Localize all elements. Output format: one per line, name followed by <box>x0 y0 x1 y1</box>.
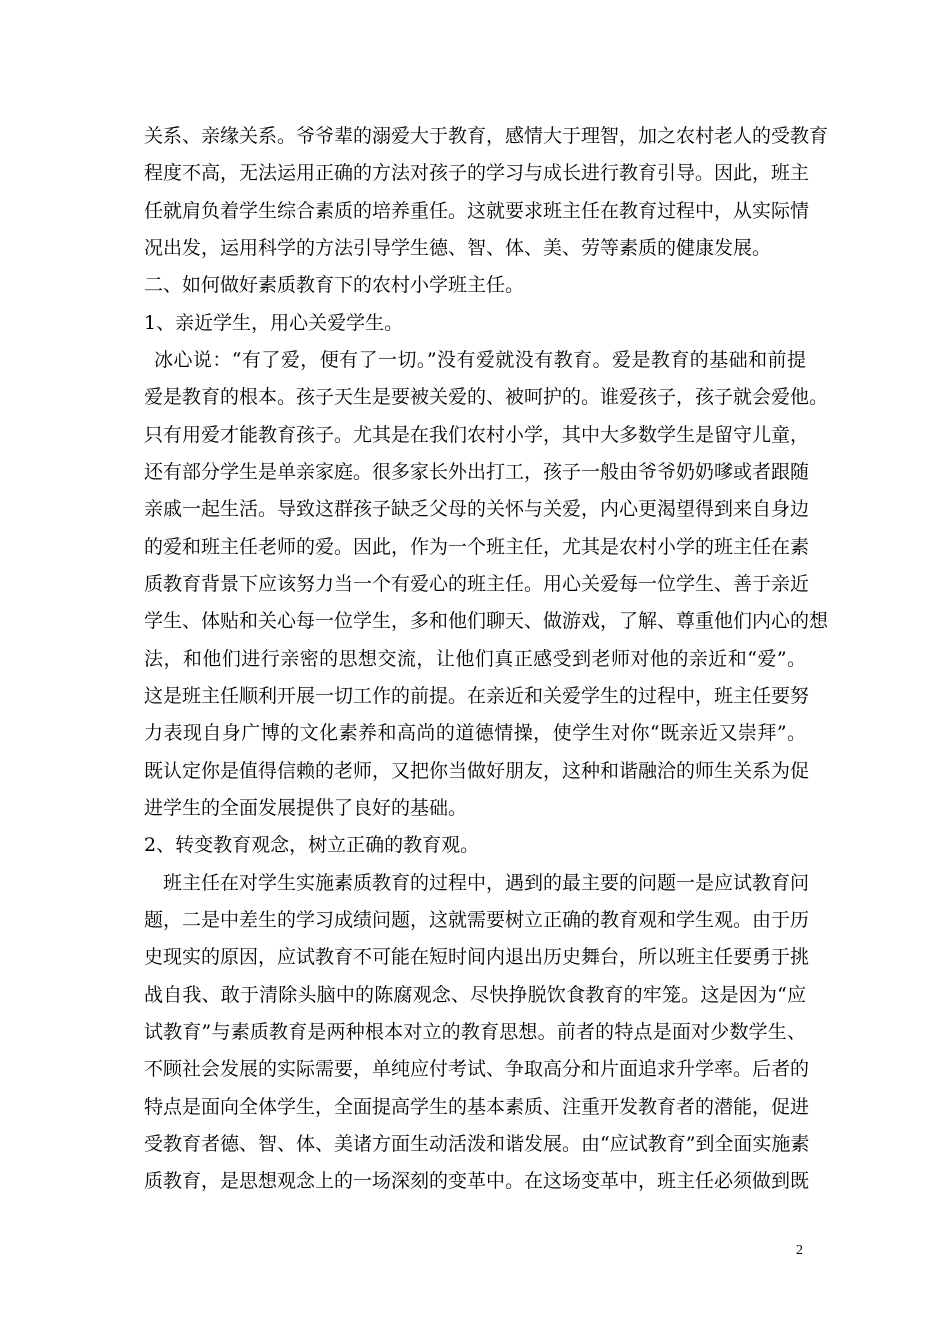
text-line: 只有用爱才能教育孩子。尤其是在我们农村小学，其中大多数学生是留守儿童， <box>144 423 810 446</box>
text-line: 法，和他们进行亲密的思想交流，让他们真正感受到老师对他的亲近和“爱”。 <box>144 647 806 670</box>
text-line: 的爱和班主任老师的爱。因此，作为一个班主任，尤其是农村小学的班主任在素 <box>144 535 810 558</box>
text-line: 战自我、敢于清除头脑中的陈腐观念、尽快挣脱饮食教育的牢笼。这是因为“应 <box>144 983 806 1006</box>
text-line: 受教育者德、智、体、美诸方面生动活泼和谐发展。由“应试教育”到全面实施素 <box>144 1132 810 1155</box>
text-line: 史现实的原因，应试教育不可能在短时间内退出历史舞台，所以班主任要勇于挑 <box>144 946 810 969</box>
text-line: 既认定你是值得信赖的老师，又把你当做好朋友，这种和谐融洽的师生关系为促 <box>144 759 810 782</box>
text-line: 题，二是中差生的学习成绩问题，这就需要树立正确的教育观和学生观。由于历 <box>144 908 810 931</box>
section-heading: 二、如何做好素质教育下的农村小学班主任。 <box>144 274 525 297</box>
text-line: 爱是教育的根本。孩子天生是要被关爱的、被呵护的。谁爱孩子，孩子就会爱他。 <box>144 386 829 409</box>
text-line: 这是班主任顺利开展一切工作的前提。在亲近和关爱学生的过程中，班主任要努 <box>144 684 810 707</box>
text-line: 亲戚一起生活。导致这群孩子缺乏父母的关怀与关爱，内心更渴望得到来自身边 <box>144 498 810 521</box>
text-line: 况出发，运用科学的方法引导学生德、智、体、美、劳等素质的健康发展。 <box>144 236 772 259</box>
subsection-heading: 1、亲近学生，用心关爱学生。 <box>144 311 404 334</box>
text-line: 力表现自身广博的文化素养和高尚的道德情操，使学生对你“既亲近又崇拜”。 <box>144 722 806 745</box>
body-text <box>144 118 829 1201</box>
subsection-heading: 2、转变教育观念，树立正确的教育观。 <box>144 834 480 857</box>
text-line: 关系、亲缘关系。爷爷辈的溺爱大于教育，感情大于理智，加之农村老人的受教育 <box>144 125 829 147</box>
text-line: 冰心说：“有了爱，便有了一切。”没有爱就没有教育。爱是教育的基础和前提 <box>154 348 806 371</box>
text-line: 质教育背景下应该努力当一个有爱心的班主任。用心关爱每一位学生、善于亲近 <box>144 572 810 595</box>
text-line: 程度不高，无法运用正确的方法对孩子的学习与成长进行教育引导。因此，班主 <box>144 162 810 185</box>
text-line: 进学生的全面发展提供了良好的基础。 <box>144 796 468 819</box>
text-line: 班主任在对学生实施素质教育的过程中，遇到的最主要的问题一是应试教育问 <box>163 871 810 894</box>
text-line: 还有部分学生是单亲家庭。很多家长外出打工，孩子一般由爷爷奶奶嗲或者跟随 <box>144 460 810 483</box>
text-line: 不顾社会发展的实际需要，单纯应付考试、争取高分和片面追求升学率。后者的 <box>144 1058 810 1081</box>
text-line: 试教育”与素质教育是两种根本对立的教育思想。前者的特点是面对少数学生、 <box>144 1020 806 1043</box>
text-line: 学生、体贴和关心每一位学生，多和他们聊天、做游戏，了解、尊重他们内心的想 <box>144 610 829 633</box>
text-line: 特点是面向全体学生，全面提高学生的基本素质、注重开发教育者的潜能，促进 <box>144 1095 810 1118</box>
text-line: 质教育，是思想观念上的一场深刻的变革中。在这场变革中，班主任必须做到既 <box>144 1170 810 1193</box>
page-number: 2 <box>796 1243 803 1258</box>
text-line: 任就肩负着学生综合素质的培养重任。这就要求班主任在教育过程中，从实际情 <box>144 199 810 222</box>
